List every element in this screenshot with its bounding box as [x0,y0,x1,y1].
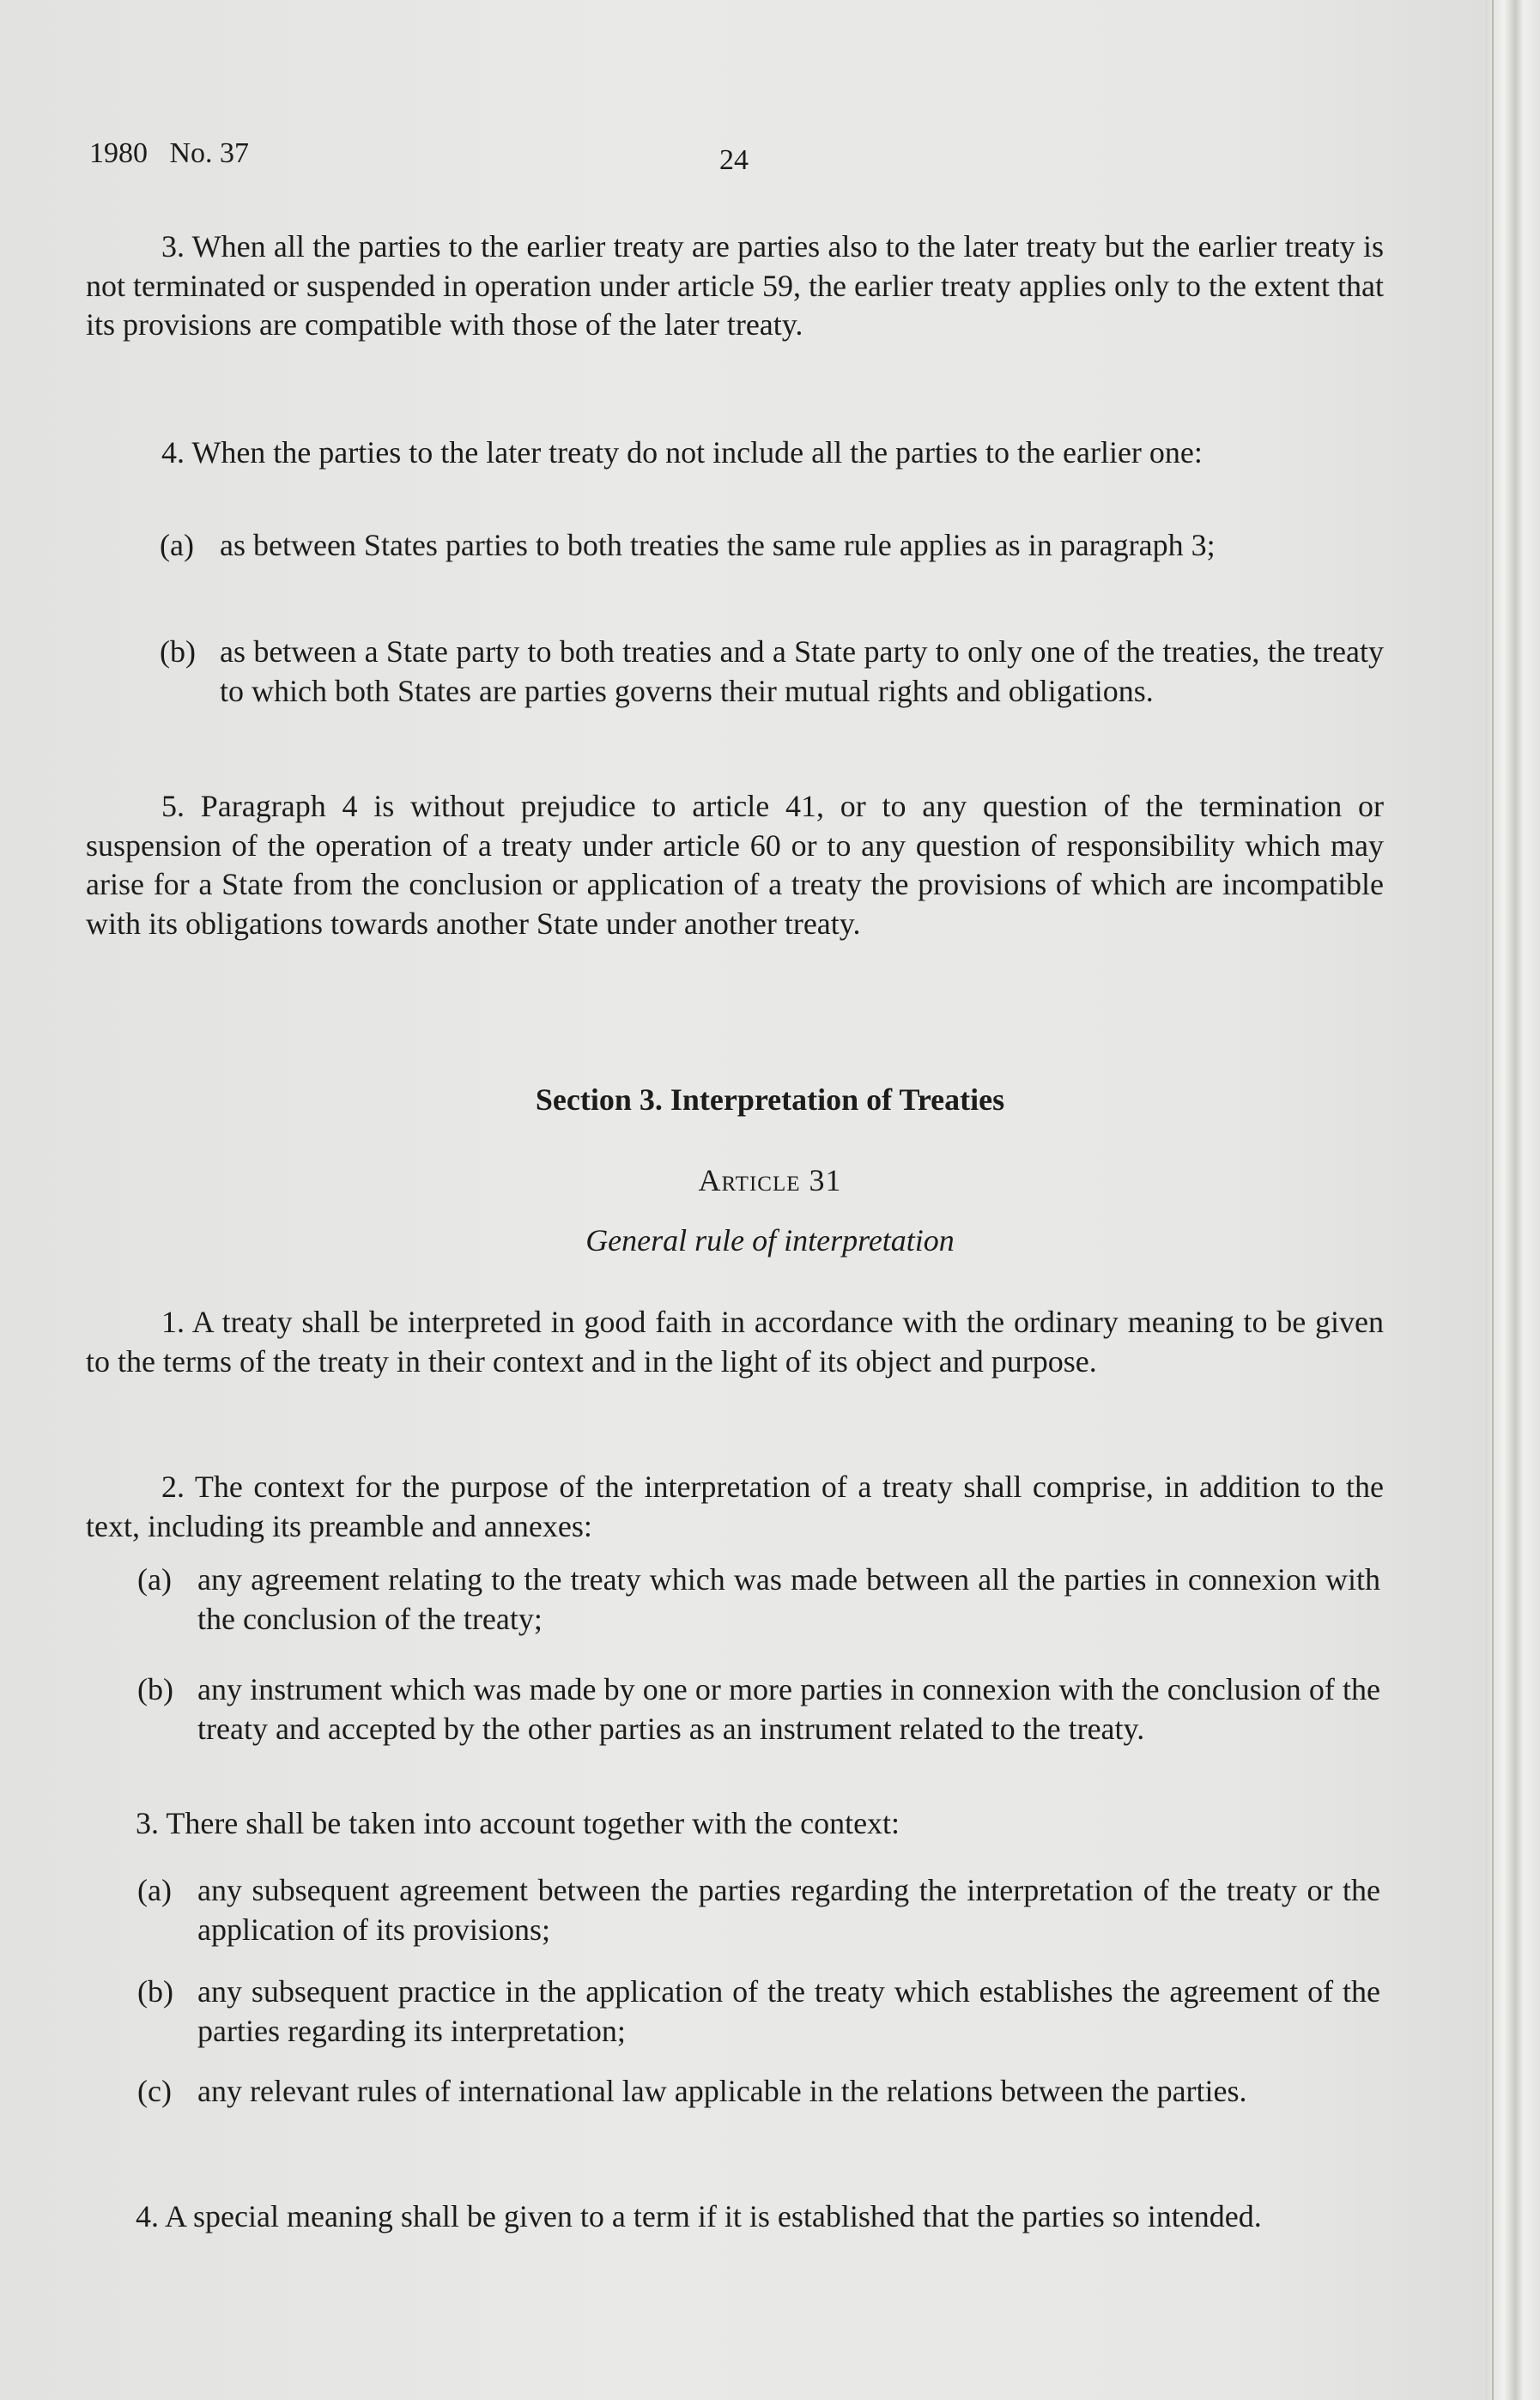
article-31-paragraph-3-intro: 3. There shall be taken into account together with the context: [136,1806,900,1840]
page-edge-line [1492,0,1494,2400]
list-item [137,1973,1380,2051]
list-item-label: (b) [160,634,196,669]
article-subtitle: General rule of interpretation [585,1223,955,1258]
list-item [160,526,1384,566]
list-item-label: (a) [137,1873,172,1907]
list-item-text: any subsequent practice in the application of the treaty which establishes the agreement of the parties regarding its interpretation; [197,1974,1380,2048]
list-item-text: as between a State party to both treaties and a State party to only one of the treaties, the treaty to which both States are parties governs their mutual rights and obligations. [220,634,1384,708]
list-item-text: as between States parties to both treaties the same rule applies as in paragraph 3; [220,528,1216,562]
list-item [137,1670,1380,1748]
list-item-text: any instrument which was made by one or more parties in connexion with the conclusion of the treaty and accepted by the other parties as an instrument related to the treaty. [197,1672,1380,1746]
list-item-text: any relevant rules of international law applicable in the relations between the parties. [197,2074,1247,2108]
list-item [137,1561,1380,1639]
article-31-paragraph-1: 1. A treaty shall be interpreted in good faith in accordance with the ordinary meaning to be given to the terms of the treaty in their context and in the light of its object and purpose. [86,1305,1384,1379]
section-heading: Section 3. Interpretation of Treaties [535,1082,1005,1117]
list-item-label: (a) [160,528,194,562]
list-item-label: (b) [137,1672,173,1706]
list-item-text: any agreement relating to the treaty which was made between all the parties in connexion with the conclusion of the treaty; [197,1562,1380,1636]
list-item [160,633,1384,711]
paragraph-4-intro: 4. When the parties to the later treaty do not include all the parties to the earlier one: [161,435,1203,470]
list-item-text: any subsequent agreement between the parties regarding the interpretation of the treaty or the application of its provisions; [197,1873,1380,1947]
article-heading: Article 31 [698,1163,842,1197]
list-item [137,1871,1380,1949]
paragraph-5: 5. Paragraph 4 is without prejudice to article 41, or to any question of the termination or suspension of the operation of a treaty under article 60 or to any question of responsibility which may arise for a State from the conclusion or application of a treaty the provisions of which are incompatible with its obligations towards another State under another treaty. [86,789,1384,941]
list-item [137,2072,1380,2112]
article-31-paragraph-2-intro: 2. The context for the purpose of the interpretation of a treaty shall comprise, in addition to the text, including its preamble and annexes: [86,1470,1384,1543]
page-number: 24 [719,144,749,176]
article-31-paragraph-4: 4. A special meaning shall be given to a term if it is established that the parties so intended. [136,2199,1262,2233]
list-item-label: (b) [137,1974,173,2009]
list-item-label: (a) [137,1562,172,1597]
document-reference: 1980 No. 37 [89,137,250,169]
paragraph-3: 3. When all the parties to the earlier treaty are parties also to the later treaty but the earlier treaty is not terminated or suspended in operation under article 59, the earlier treaty applies only to the extent that its provisions are compatible with those of the later treaty. [86,229,1384,342]
list-item-label: (c) [137,2074,172,2108]
